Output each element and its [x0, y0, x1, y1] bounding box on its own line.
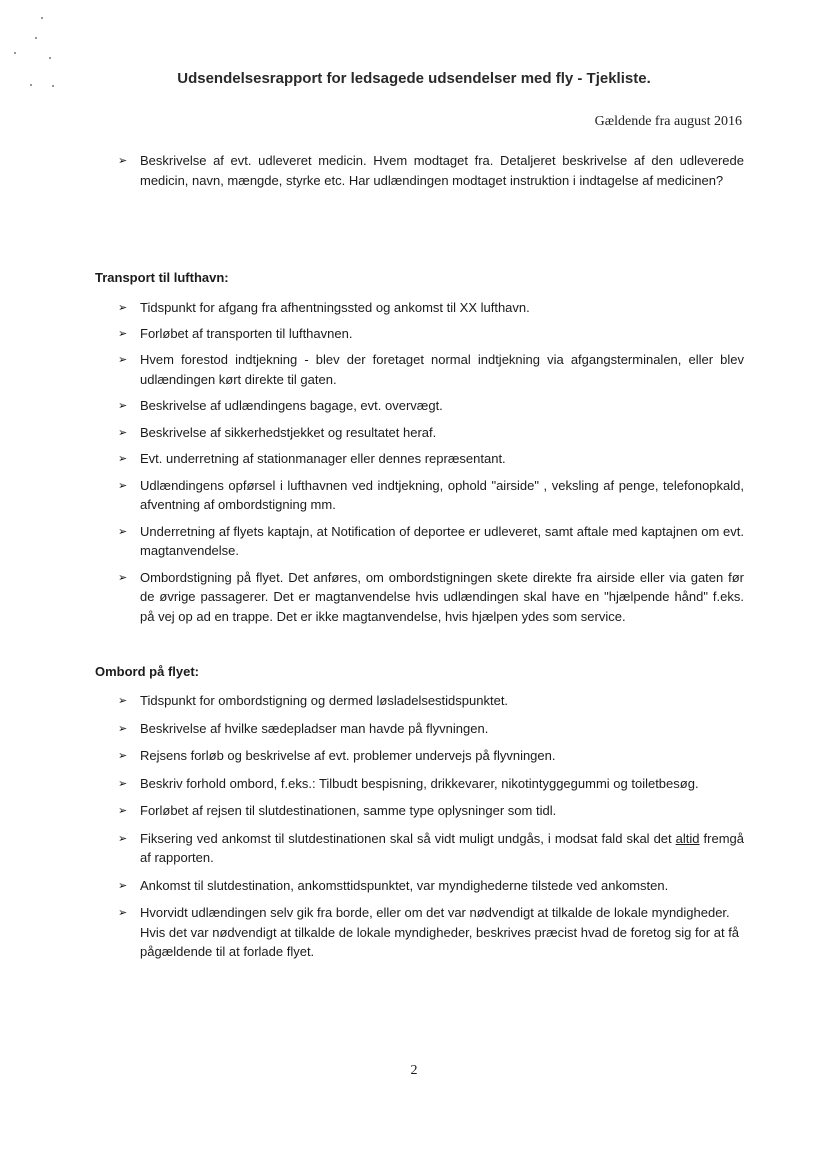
list-item-note: Hvis det var nødvendigt at tilkalde de lokale myndigheder, beskrives præcist hvad de foretog sig for at få pågældende til at forlade flyet.	[140, 924, 740, 959]
list-item	[118, 746, 744, 766]
list-item-text: Underretning af flyets kaptajn, at Notification of deportee er udleveret, samt aftale med kaptajnen om evt. magtanvendelse.	[140, 523, 744, 558]
onboard-bullet-list	[118, 691, 744, 962]
list-item-text: Beskrivelse af evt. udleveret medicin. Hvem modtaget fra. Detaljeret beskrivelse af den udleverede medicin, navn, mængde, styrke etc. Har udlændingen modtaget instruktion i indtagelse af medicinen?	[140, 153, 744, 188]
arrow-bullet-icon: ➢	[118, 907, 128, 919]
list-item	[118, 691, 744, 711]
list-item-text: Hvorvidt udlændingen selv gik fra borde, eller om det var nødvendigt at tilkalde de lokale myndigheder.	[140, 905, 730, 920]
arrow-bullet-icon: ➢	[118, 571, 128, 584]
list-item-text: Rejsens forløb og beskrivelse af evt. problemer undervejs på flyvningen.	[140, 748, 556, 763]
list-item	[118, 151, 744, 190]
list-item	[118, 423, 744, 443]
arrow-bullet-icon: ➢	[118, 777, 128, 790]
list-item	[118, 774, 744, 794]
arrow-bullet-icon: ➢	[118, 155, 128, 167]
arrow-bullet-icon: ➢	[118, 722, 128, 735]
list-item-text: Ombordstigning på flyet. Det anføres, om ombordstigningen skete direkte fra airside eller via gaten før de øvrige passagerer. Det er magtanvendelse hvis udlændingen skal have en "hjælpende hånd" f.eks. på vej op ad en trappe. Det er ikke magtanvendelse, hvis hjælpen ydes som service.	[140, 569, 744, 624]
arrow-bullet-icon: ➢	[118, 327, 128, 340]
fixation-text: Fiksering ved ankomst til slutdestinationen skal så vidt muligt undgås, i modsat fald skal det	[140, 830, 676, 846]
list-item	[118, 449, 744, 469]
arrow-bullet-icon: ➢	[118, 879, 128, 892]
arrow-bullet-icon: ➢	[118, 525, 128, 538]
list-item-text: Ankomst til slutdestination, ankomsttidspunktet, var myndighederne tilstede ved ankomsten.	[140, 877, 669, 893]
list-item-text: Udlændingens opførsel i lufthavnen ved indtjekning, ophold "airside" , veksling af penge, telefonopkald, afventning af ombordstigning mm.	[140, 477, 744, 512]
list-item-text: Beskrivelse af udlændingens bagage, evt. overvægt.	[140, 398, 443, 413]
section-heading-transport: Transport til lufthavn:	[95, 270, 229, 285]
scan-speck	[14, 52, 16, 54]
scan-speck	[35, 37, 37, 39]
arrow-bullet-icon: ➢	[118, 426, 128, 439]
list-item	[118, 876, 744, 896]
list-item	[118, 350, 744, 389]
list-item-text: Forløbet af rejsen til slutdestinationen, samme type oplysninger som tidl.	[140, 803, 557, 818]
list-item	[118, 476, 744, 515]
arrow-bullet-icon: ➢	[118, 832, 128, 845]
list-item-text: Beskriv forhold ombord, f.eks.: Tilbudt bespisning, drikkevarer, nikotintyggegummi og toiletbesøg.	[140, 775, 699, 791]
arrow-bullet-icon: ➢	[118, 750, 128, 762]
arrow-bullet-icon: ➢	[118, 479, 128, 492]
list-item	[118, 568, 744, 627]
intro-bullet-list	[118, 151, 744, 190]
list-item-text: Forløbet af transporten til lufthavnen.	[140, 325, 353, 341]
arrow-bullet-icon: ➢	[118, 805, 128, 817]
scan-speck	[49, 57, 51, 59]
document-title: Udsendelsesrapport for ledsagede udsendelser med fly - Tjekliste.	[177, 70, 651, 87]
section-heading-onboard: Ombord på flyet:	[95, 664, 200, 679]
list-item-text: Hvem forestod indtjekning - blev der foretaget normal indtjekning via afgangsterminalen, eller blev udlændingen kørt direkte til gaten.	[140, 352, 744, 387]
arrow-bullet-icon: ➢	[118, 453, 128, 465]
list-item	[118, 324, 744, 344]
list-item-text	[140, 831, 744, 866]
list-item	[118, 522, 744, 561]
list-item	[118, 903, 744, 962]
list-item	[118, 396, 744, 416]
list-item-text: Evt. underretning af stationmanager eller dennes repræsentant.	[140, 451, 506, 466]
list-item-text: Beskrivelse af sikkerhedstjekket og resultatet heraf.	[140, 424, 437, 440]
arrow-bullet-icon: ➢	[118, 302, 128, 314]
list-item	[118, 719, 744, 739]
list-item-text: Tidspunkt for afgang fra afhentningssted og ankomst til XX lufthavn.	[140, 300, 530, 315]
underlined-word: altid	[675, 830, 700, 846]
scan-speck	[41, 17, 43, 19]
list-item	[118, 298, 744, 318]
valid-from-date: Gældende fra august 2016	[594, 114, 742, 129]
list-item	[118, 801, 744, 821]
arrow-bullet-icon: ➢	[118, 400, 128, 412]
page-number: 2	[410, 1063, 418, 1078]
arrow-bullet-icon: ➢	[118, 695, 128, 707]
list-item-text: Beskrivelse af hvilke sædepladser man havde på flyvningen.	[140, 720, 489, 736]
transport-bullet-list	[118, 298, 744, 626]
list-item	[118, 829, 744, 868]
fixation-text-end: fremgå af rapporten.	[140, 830, 744, 865]
list-item-text: Tidspunkt for ombordstigning og dermed løsladelsestidspunktet.	[140, 693, 509, 708]
arrow-bullet-icon: ➢	[118, 354, 128, 366]
